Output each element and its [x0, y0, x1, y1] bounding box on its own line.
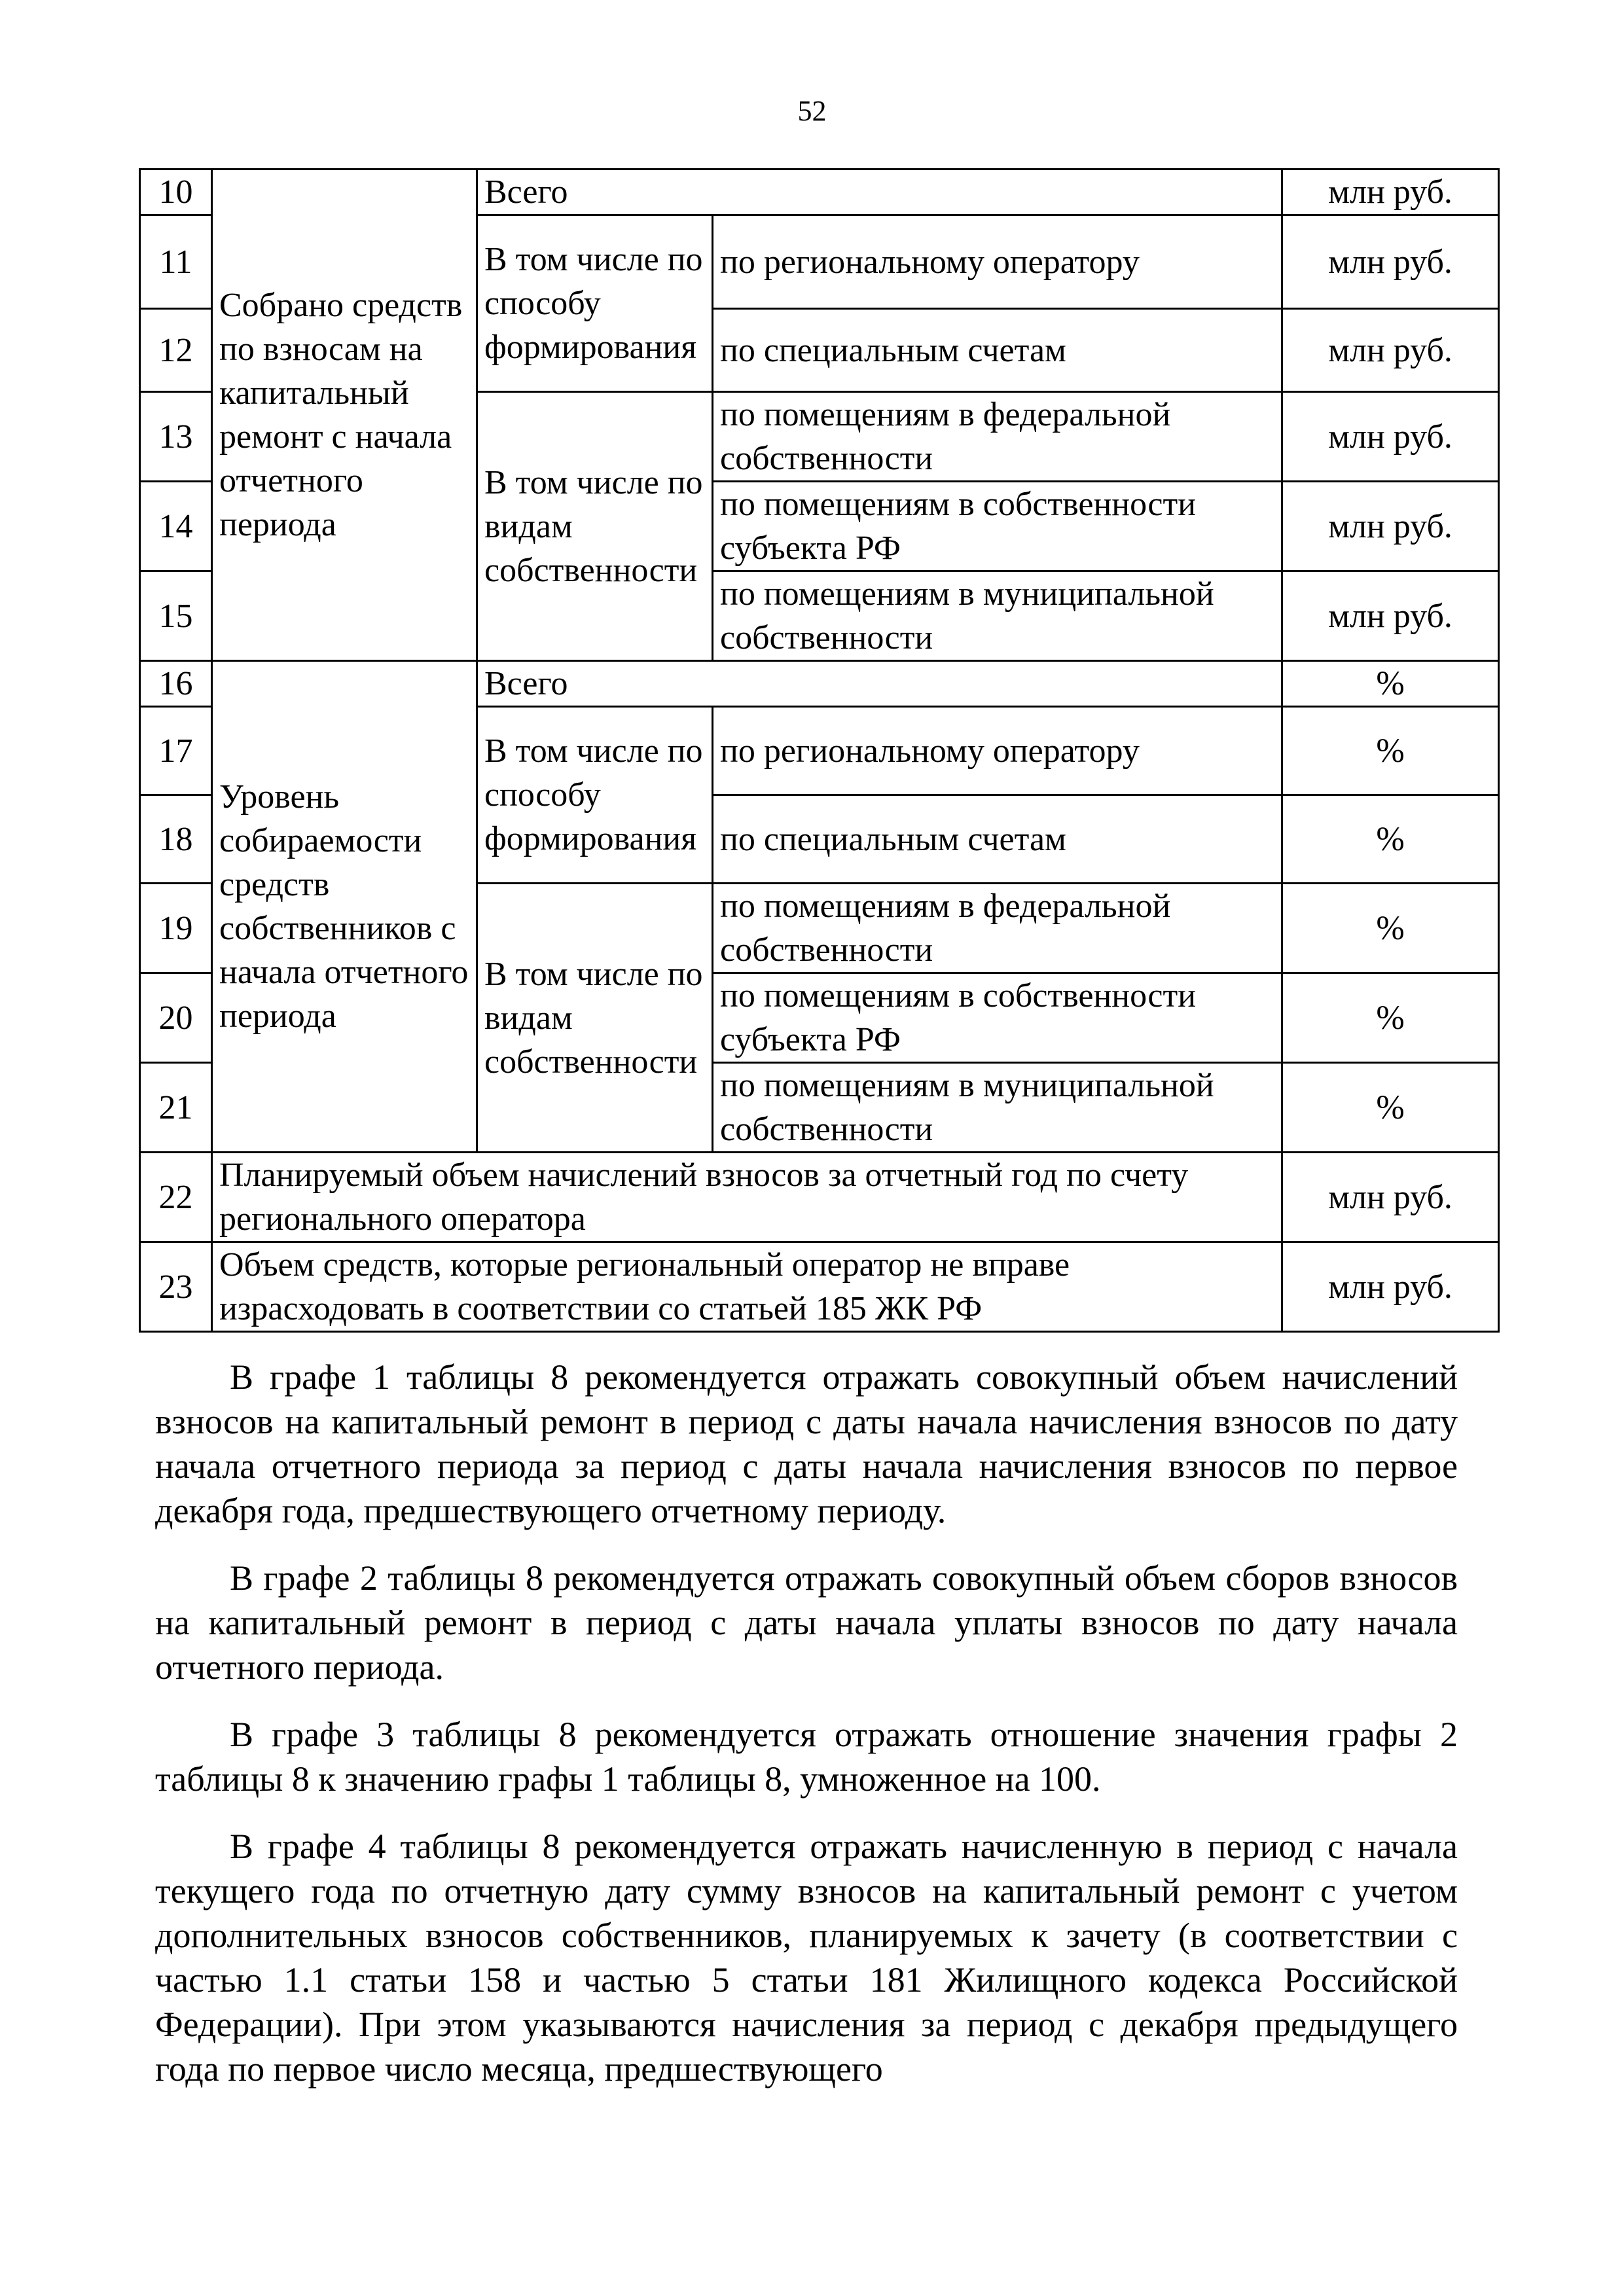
table-row — [140, 661, 1499, 707]
body-text — [155, 1355, 1458, 2114]
row-unit: млн руб. — [1282, 1242, 1499, 1332]
row-unit: % — [1282, 1063, 1499, 1153]
row-description: по региональному оператору — [713, 707, 1282, 795]
row-number: 23 — [140, 1242, 212, 1332]
sub-label-by-method: В том числе по способу формирования — [477, 215, 713, 392]
row-description: Всего — [477, 170, 1282, 215]
row-unit: млн руб. — [1282, 482, 1499, 571]
row-number: 22 — [140, 1153, 212, 1242]
row-description: по помещениям в собственности субъекта РФ — [713, 973, 1282, 1063]
row-description: Всего — [477, 661, 1282, 707]
sub-label-by-ownership: В том числе по видам собственности — [477, 884, 713, 1153]
row-unit: % — [1282, 707, 1499, 795]
sub-label-by-method: В том числе по способу формирования — [477, 707, 713, 884]
row-number: 17 — [140, 707, 212, 795]
table-row — [140, 1153, 1499, 1242]
row-number: 11 — [140, 215, 212, 309]
row-number: 15 — [140, 571, 212, 661]
row-number: 10 — [140, 170, 212, 215]
row-number: 18 — [140, 795, 212, 884]
capital-repair-table — [139, 168, 1500, 1333]
row-unit: % — [1282, 795, 1499, 884]
paragraph: В графе 4 таблицы 8 рекомендуется отражать начисленную в период с начала текущего года по отчетную дату сумму взносов на капитальный ремонт с учетом дополнительных взносов собственников, планируемых к зачету (в соответствии с частью 1.1 статьи 158 и частью 5 статьи 181 Жилищного кодекса Российской Федерации). При этом указываются начисления за период с декабря предыдущего года по первое число месяца, предшествующего — [155, 1827, 1458, 2089]
row-unit: % — [1282, 884, 1499, 973]
row-number: 19 — [140, 884, 212, 973]
row-unit: млн руб. — [1282, 1153, 1499, 1242]
paragraph: В графе 3 таблицы 8 рекомендуется отражать отношение значения графы 2 таблицы 8 к значению графы 1 таблицы 8, умноженное на 100. — [155, 1715, 1458, 1799]
row-number: 12 — [140, 309, 212, 392]
page-number: 52 — [797, 95, 827, 127]
row-description: Планируемый объем начислений взносов за отчетный год по счету регионального оператора — [212, 1153, 1282, 1242]
group-label-collection-level: Уровень собираемости средств собственников с начала отчетного периода — [212, 661, 477, 1153]
table-row — [140, 170, 1499, 215]
group-label-collected: Собрано средств по взносам на капитальный ремонт с начала отчетного периода — [212, 170, 477, 661]
row-unit: млн руб. — [1282, 392, 1499, 482]
paragraph: В графе 1 таблицы 8 рекомендуется отражать совокупный объем начислений взносов на капитальный ремонт в период с даты начала начисления взносов по дату начала отчетного периода за период с даты начала начисления взносов по первое декабря года, предшествующего отчетному периоду. — [155, 1357, 1458, 1530]
row-description: по помещениям в федеральной собственности — [713, 884, 1282, 973]
row-description: по специальным счетам — [713, 309, 1282, 392]
row-unit: млн руб. — [1282, 215, 1499, 309]
row-number: 16 — [140, 661, 212, 707]
row-description: Объем средств, которые региональный оператор не вправе израсходовать в соответствии со статьей 185 ЖК РФ — [212, 1242, 1282, 1332]
paragraph: В графе 2 таблицы 8 рекомендуется отражать совокупный объем сборов взносов на капитальный ремонт в период с даты начала уплаты взносов по дату начала отчетного периода. — [155, 1558, 1458, 1687]
row-unit: % — [1282, 661, 1499, 707]
row-unit: млн руб. — [1282, 170, 1499, 215]
row-unit: % — [1282, 973, 1499, 1063]
row-description: по специальным счетам — [713, 795, 1282, 884]
row-unit: млн руб. — [1282, 309, 1499, 392]
row-description: по помещениям в собственности субъекта РФ — [713, 482, 1282, 571]
row-number: 20 — [140, 973, 212, 1063]
row-description: по помещениям в федеральной собственности — [713, 392, 1282, 482]
row-description: по помещениям в муниципальной собственности — [713, 1063, 1282, 1153]
row-description: по региональному оператору — [713, 215, 1282, 309]
sub-label-by-ownership: В том числе по видам собственности — [477, 392, 713, 661]
row-number: 14 — [140, 482, 212, 571]
row-description: по помещениям в муниципальной собственности — [713, 571, 1282, 661]
row-unit: млн руб. — [1282, 571, 1499, 661]
table-row — [140, 1242, 1499, 1332]
row-number: 13 — [140, 392, 212, 482]
row-number: 21 — [140, 1063, 212, 1153]
